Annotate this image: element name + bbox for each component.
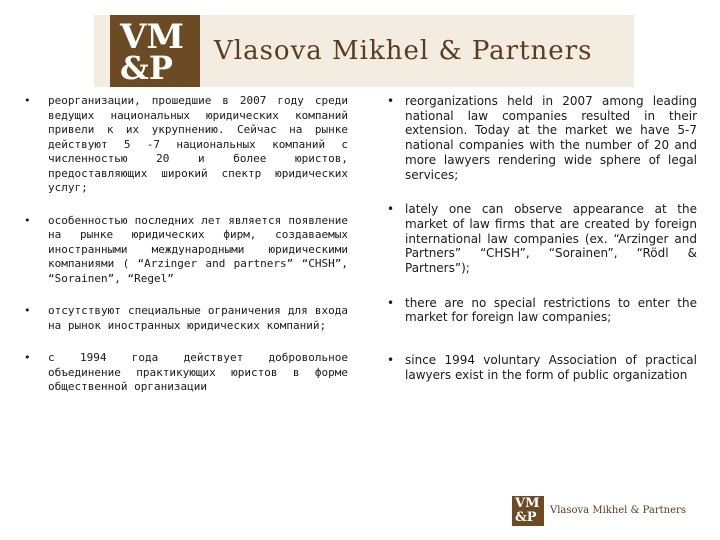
list-item bbox=[22, 304, 348, 333]
list-item bbox=[22, 351, 348, 395]
list-item-text: реорганизации, прошедшие в 2007 году среди ведущих национальных юридических компаний привели к их укрупнению. Сейчас на рынке действуют 5 -7 национальных компаний с численностью 20 и более юристов, предоставляющих широкий спектр юридических услуг; bbox=[48, 94, 348, 194]
bullet-icon: • bbox=[24, 94, 31, 107]
footer-brand-name: Vlasova Mikhel & Partners bbox=[550, 505, 686, 516]
bullet-icon: • bbox=[24, 304, 31, 317]
logo-monogram-top: VM bbox=[120, 17, 185, 57]
footer-logo-monogram bbox=[512, 496, 544, 526]
bullet-icon: • bbox=[387, 295, 395, 310]
list-item bbox=[385, 94, 697, 182]
list-item-text: reorganizations held in 2007 among leading national law companies resulted in their extension. Today at the market we have 5-7 national companies with the number of 20 and more lawyers rendering wide sphere of legal services; bbox=[405, 94, 697, 182]
brand-name: Vlasova Mikhel & Partners bbox=[214, 36, 593, 66]
bullet-icon: • bbox=[387, 353, 395, 368]
logo-monogram-bottom: &P bbox=[120, 49, 173, 87]
list-item bbox=[22, 214, 348, 287]
footer-monogram-top: VM bbox=[515, 496, 540, 511]
list-item-text: с 1994 года действует добровольное объединение практикующих юристов в форме общественной организации bbox=[48, 351, 348, 393]
logo-monogram bbox=[110, 15, 200, 87]
footer-logo bbox=[512, 496, 702, 526]
bullet-icon: • bbox=[387, 94, 395, 108]
footer-monogram-bottom: &P bbox=[515, 510, 537, 525]
list-item bbox=[385, 353, 697, 382]
list-item-text: особенностью последних лет является появление на рынке юридических фирм, создаваемых иностранными международными юридическими компаниями ( “Arzinger and partners” “CHSH”, “Sorainen”, “Regel” bbox=[48, 213, 348, 285]
bullet-icon: • bbox=[24, 213, 31, 227]
header-banner bbox=[94, 15, 634, 87]
bullet-icon: • bbox=[387, 202, 395, 217]
list-item-text: отсутствуют специальные ограничения для входа на рынок иностранных юридических компаний; bbox=[48, 304, 348, 332]
list-item bbox=[22, 94, 348, 196]
list-item-text: there are no special restrictions to enter the market for foreign law companies; bbox=[405, 295, 697, 325]
russian-bullet-list bbox=[22, 94, 348, 395]
list-item bbox=[385, 202, 697, 276]
list-item bbox=[385, 296, 697, 325]
list-item-text: since 1994 voluntary Association of practical lawyers exist in the form of public organization bbox=[405, 353, 697, 382]
list-item-text: lately one can observe appearance at the market of law firms that are created by foreign international law companies (ex. “Arzinger and Partners” “CHSH”, “Sorainen”, “Rödl & Partners”); bbox=[405, 202, 697, 276]
bullet-icon: • bbox=[24, 351, 31, 364]
english-bullet-list bbox=[385, 94, 697, 383]
